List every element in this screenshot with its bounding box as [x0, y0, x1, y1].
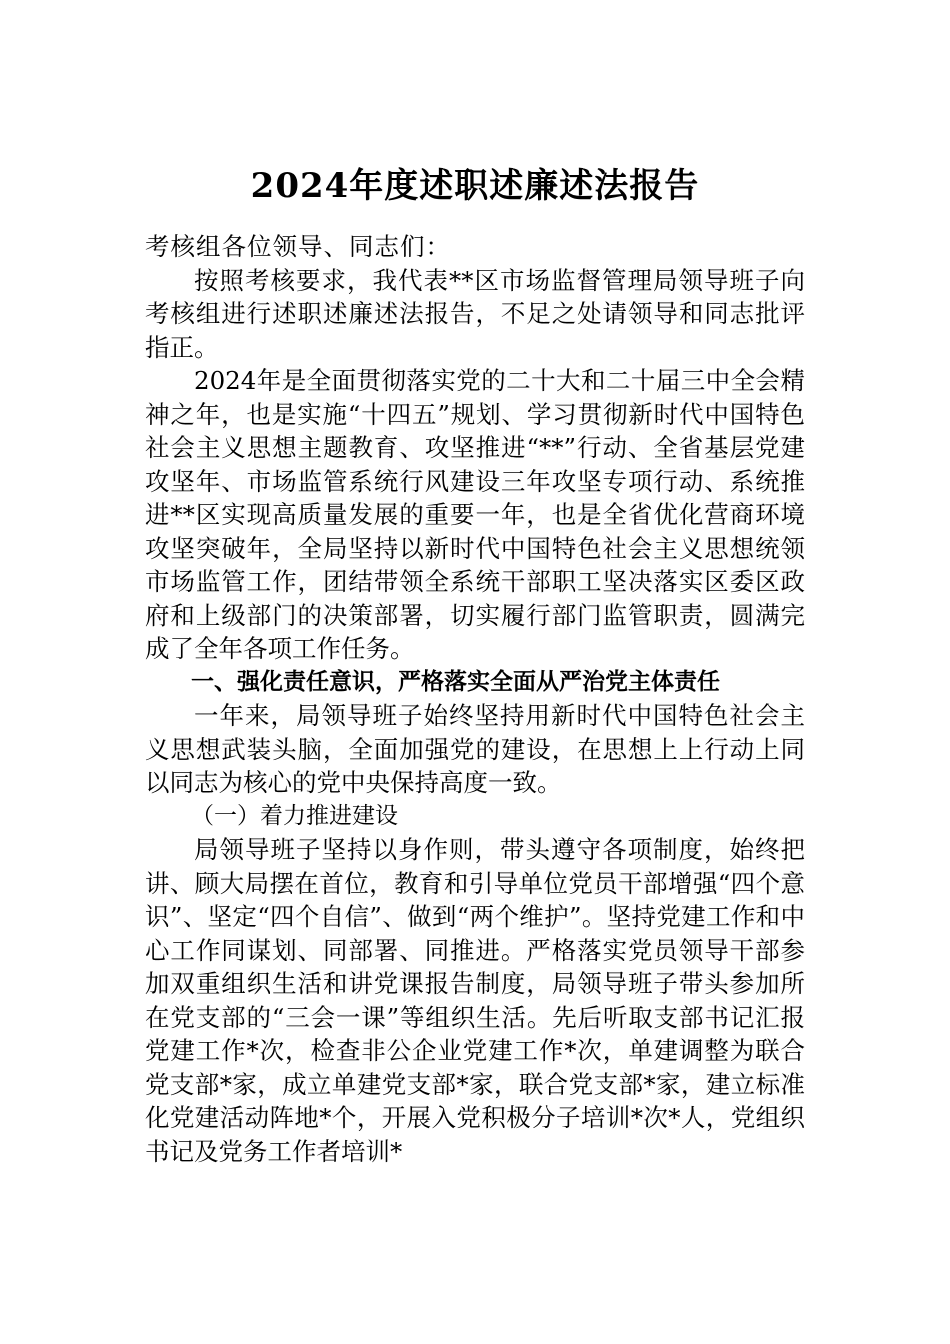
section-heading-1: 一、强化责任意识，严格落实全面从严治党主体责任	[191, 668, 720, 695]
paragraph-subsection-1-1: 局领导班子坚持以身作则，带头遵守各项制度，始终把讲、顾大局摆在首位，教育和引导单位党员干部增强“四个意识”、坚定“四个自信”、做到“两个维护”。坚持党建工作和中心工作同谋划、同部署、同推进。严格落实党员领导干部参加双重组织生活和讲党课报告制度，局领导班子带头参加所在党支部的“三会一课”等组织生活。先后听取支部书记汇报党建工作*次，检查非公企业党建工作*次，单建调整为联合党支部*家，成立单建党支部*家，联合党支部*家，建立标准化党建活动阵地*个，开展入党积极分子培训*次*人，党组织书记及党务工作者培训*	[145, 835, 805, 1166]
document-body	[145, 230, 805, 1168]
salutation: 考核组各位领导、同志们：	[145, 232, 451, 261]
subsection-heading-1-1: （一）着力推进建设	[191, 802, 398, 829]
paragraph-intro: 按照考核要求，我代表**区市场监督管理局领导班子向考核组进行述职述廉述法报告，不足之处请领导和同志批评指正。	[145, 265, 805, 362]
paragraph-overview: 2024年是全面贯彻落实党的二十大和二十届三中全会精神之年，也是实施“十四五”规划、学习贯彻新时代中国特色社会主义思想主题教育、攻坚推进“**”行动、全省基层党建攻坚年、市场监管系统行风建设三年攻坚专项行动、系统推进**区实现高质量发展的重要一年，也是全省优化营商环境攻坚突破年，全局坚持以新时代中国特色社会主义思想统领市场监管工作，团结带领全系统干部职工坚决落实区委区政府和上级部门的决策部署，切实履行部门监管职责，圆满完成了全年各项工作任务。	[145, 366, 805, 663]
paragraph-section-1: 一年来，局领导班子始终坚持用新时代中国特色社会主义思想武装头脑，全面加强党的建设，在思想上上行动上同以同志为核心的党中央保持高度一致。	[145, 701, 805, 797]
document-title: 2024年度述职述廉述法报告	[250, 166, 700, 206]
